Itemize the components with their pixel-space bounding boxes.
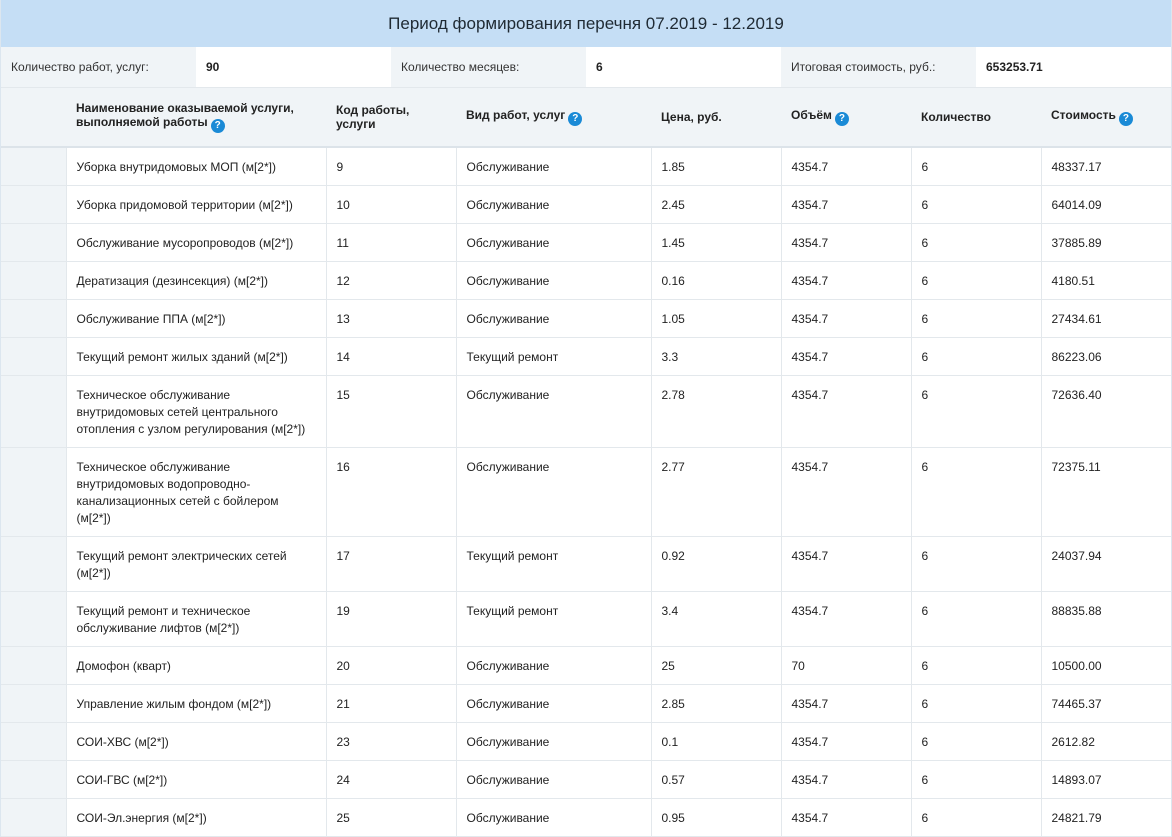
cell-cost: 24821.79 <box>1041 799 1171 837</box>
services-table <box>1 88 1171 837</box>
cell-quantity: 6 <box>911 761 1041 799</box>
table-row <box>1 448 1171 537</box>
cell-price: 2.45 <box>651 186 781 224</box>
cell-cost: 48337.17 <box>1041 147 1171 186</box>
cell-price: 2.77 <box>651 448 781 537</box>
cell-code: 12 <box>326 262 456 300</box>
cell-quantity: 6 <box>911 338 1041 376</box>
cell-price: 0.57 <box>651 761 781 799</box>
cell-name: СОИ-ГВС (м[2*]) <box>66 761 326 799</box>
cell-code: 25 <box>326 799 456 837</box>
cell-volume: 4354.7 <box>781 537 911 592</box>
cell-type: Обслуживание <box>456 186 651 224</box>
cell-code: 19 <box>326 592 456 647</box>
cell-cost: 14893.07 <box>1041 761 1171 799</box>
cell-code: 24 <box>326 761 456 799</box>
cell-type: Обслуживание <box>456 262 651 300</box>
cell-name: Управление жилым фондом (м[2*]) <box>66 685 326 723</box>
cell-quantity: 6 <box>911 186 1041 224</box>
cell-volume: 4354.7 <box>781 186 911 224</box>
cell-quantity: 6 <box>911 376 1041 448</box>
row-marker <box>1 799 66 837</box>
cell-price: 0.92 <box>651 537 781 592</box>
column-header-quantity-label: Количество <box>921 110 991 124</box>
column-header-name-label: Наименование оказываемой услуги, выполняемой работы <box>76 101 294 129</box>
cell-cost: 72375.11 <box>1041 448 1171 537</box>
question-circle-icon[interactable]: ? <box>1119 112 1133 126</box>
cell-name: Текущий ремонт и техническое обслуживание лифтов (м[2*]) <box>66 592 326 647</box>
row-marker <box>1 224 66 262</box>
table-row <box>1 262 1171 300</box>
cell-quantity: 6 <box>911 147 1041 186</box>
column-header-volume-label: Объём <box>791 108 832 122</box>
table-header-row <box>1 88 1171 147</box>
cell-type: Обслуживание <box>456 147 651 186</box>
cell-volume: 4354.7 <box>781 761 911 799</box>
table-row <box>1 338 1171 376</box>
column-header-code <box>326 88 456 147</box>
cell-name: Уборка внутридомовых МОП (м[2*]) <box>66 147 326 186</box>
cell-type: Обслуживание <box>456 799 651 837</box>
cell-type: Обслуживание <box>456 761 651 799</box>
cell-type: Обслуживание <box>456 685 651 723</box>
cell-quantity: 6 <box>911 685 1041 723</box>
table-row <box>1 592 1171 647</box>
cell-name: Обслуживание ППА (м[2*]) <box>66 300 326 338</box>
cell-code: 13 <box>326 300 456 338</box>
question-circle-icon[interactable]: ? <box>211 119 225 133</box>
cell-cost: 64014.09 <box>1041 186 1171 224</box>
column-header-cost <box>1041 88 1171 147</box>
cell-price: 1.05 <box>651 300 781 338</box>
cell-code: 11 <box>326 224 456 262</box>
column-header-quantity <box>911 88 1041 147</box>
cell-type: Текущий ремонт <box>456 338 651 376</box>
cell-name: Текущий ремонт электрических сетей (м[2*]) <box>66 537 326 592</box>
cell-name: Техническое обслуживание внутридомовых водопроводно-канализационных сетей с бойлером (м[2*]) <box>66 448 326 537</box>
cell-name: Уборка придомовой территории (м[2*]) <box>66 186 326 224</box>
cell-type: Текущий ремонт <box>456 592 651 647</box>
cell-volume: 4354.7 <box>781 300 911 338</box>
cell-quantity: 6 <box>911 723 1041 761</box>
total-cost-label: Итоговая стоимость, руб.: <box>781 47 976 87</box>
cell-cost: 2612.82 <box>1041 723 1171 761</box>
cell-quantity: 6 <box>911 300 1041 338</box>
cell-cost: 24037.94 <box>1041 537 1171 592</box>
cell-volume: 4354.7 <box>781 685 911 723</box>
total-cost-value: 653253.71 <box>976 47 1171 87</box>
cell-cost: 10500.00 <box>1041 647 1171 685</box>
cell-volume: 4354.7 <box>781 376 911 448</box>
cell-type: Текущий ремонт <box>456 537 651 592</box>
cell-price: 1.85 <box>651 147 781 186</box>
cell-type: Обслуживание <box>456 448 651 537</box>
works-count-label: Количество работ, услуг: <box>1 47 196 87</box>
cell-type: Обслуживание <box>456 224 651 262</box>
cell-quantity: 6 <box>911 537 1041 592</box>
table-row <box>1 147 1171 186</box>
table-row <box>1 799 1171 837</box>
cell-code: 23 <box>326 723 456 761</box>
column-header-price-label: Цена, руб. <box>661 110 722 124</box>
summary-bar <box>1 47 1171 88</box>
cell-quantity: 6 <box>911 224 1041 262</box>
cell-name: СОИ-ХВС (м[2*]) <box>66 723 326 761</box>
months-value: 6 <box>586 47 781 87</box>
period-title: Период формирования перечня 07.2019 - 12.2019 <box>1 0 1171 47</box>
row-marker <box>1 685 66 723</box>
cell-volume: 4354.7 <box>781 147 911 186</box>
row-marker <box>1 262 66 300</box>
cell-type: Обслуживание <box>456 647 651 685</box>
row-marker-header <box>1 88 66 147</box>
cell-quantity: 6 <box>911 799 1041 837</box>
cell-name: Домофон (кварт) <box>66 647 326 685</box>
cell-quantity: 6 <box>911 448 1041 537</box>
table-row <box>1 376 1171 448</box>
cell-name: Техническое обслуживание внутридомовых сетей центрального отопления с узлом регулирования (м[2*]) <box>66 376 326 448</box>
cell-volume: 4354.7 <box>781 723 911 761</box>
cell-cost: 37885.89 <box>1041 224 1171 262</box>
cell-volume: 4354.7 <box>781 592 911 647</box>
column-header-cost-label: Стоимость <box>1051 108 1116 122</box>
cell-volume: 4354.7 <box>781 262 911 300</box>
cell-name: Дератизация (дезинсекция) (м[2*]) <box>66 262 326 300</box>
row-marker <box>1 448 66 537</box>
row-marker <box>1 376 66 448</box>
row-marker <box>1 186 66 224</box>
row-marker <box>1 723 66 761</box>
cell-price: 0.1 <box>651 723 781 761</box>
table-row <box>1 647 1171 685</box>
cell-volume: 70 <box>781 647 911 685</box>
cell-volume: 4354.7 <box>781 448 911 537</box>
row-marker <box>1 147 66 186</box>
table-row <box>1 224 1171 262</box>
cell-volume: 4354.7 <box>781 799 911 837</box>
cell-code: 10 <box>326 186 456 224</box>
column-header-code-label: Код работы, услуги <box>336 103 410 131</box>
cell-price: 1.45 <box>651 224 781 262</box>
cell-code: 16 <box>326 448 456 537</box>
cell-quantity: 6 <box>911 262 1041 300</box>
cell-price: 0.16 <box>651 262 781 300</box>
table-row <box>1 300 1171 338</box>
row-marker <box>1 761 66 799</box>
question-circle-icon[interactable]: ? <box>835 112 849 126</box>
cell-cost: 27434.61 <box>1041 300 1171 338</box>
cell-cost: 72636.40 <box>1041 376 1171 448</box>
table-row <box>1 723 1171 761</box>
cell-type: Обслуживание <box>456 723 651 761</box>
cell-quantity: 6 <box>911 647 1041 685</box>
cell-price: 25 <box>651 647 781 685</box>
cell-volume: 4354.7 <box>781 224 911 262</box>
cell-name: Обслуживание мусоропроводов (м[2*]) <box>66 224 326 262</box>
table-row <box>1 685 1171 723</box>
cell-price: 0.95 <box>651 799 781 837</box>
table-row <box>1 761 1171 799</box>
row-marker <box>1 647 66 685</box>
cell-name: Текущий ремонт жилых зданий (м[2*]) <box>66 338 326 376</box>
row-marker <box>1 300 66 338</box>
cell-volume: 4354.7 <box>781 338 911 376</box>
cell-price: 3.4 <box>651 592 781 647</box>
months-label: Количество месяцев: <box>391 47 586 87</box>
column-header-type-label: Вид работ, услуг <box>466 108 566 122</box>
row-marker <box>1 592 66 647</box>
cell-cost: 4180.51 <box>1041 262 1171 300</box>
table-row <box>1 186 1171 224</box>
table-row <box>1 537 1171 592</box>
column-header-price <box>651 88 781 147</box>
cell-code: 21 <box>326 685 456 723</box>
works-count-value: 90 <box>196 47 391 87</box>
cell-code: 17 <box>326 537 456 592</box>
row-marker <box>1 338 66 376</box>
cell-code: 9 <box>326 147 456 186</box>
cell-cost: 88835.88 <box>1041 592 1171 647</box>
question-circle-icon[interactable]: ? <box>568 112 582 126</box>
cell-code: 14 <box>326 338 456 376</box>
cell-type: Обслуживание <box>456 376 651 448</box>
cell-price: 2.78 <box>651 376 781 448</box>
cell-quantity: 6 <box>911 592 1041 647</box>
cell-code: 15 <box>326 376 456 448</box>
cell-type: Обслуживание <box>456 300 651 338</box>
cell-price: 3.3 <box>651 338 781 376</box>
column-header-volume <box>781 88 911 147</box>
cell-cost: 86223.06 <box>1041 338 1171 376</box>
cell-price: 2.85 <box>651 685 781 723</box>
cell-name: СОИ-Эл.энергия (м[2*]) <box>66 799 326 837</box>
column-header-type <box>456 88 651 147</box>
cell-code: 20 <box>326 647 456 685</box>
cell-cost: 74465.37 <box>1041 685 1171 723</box>
column-header-name <box>66 88 326 147</box>
row-marker <box>1 537 66 592</box>
